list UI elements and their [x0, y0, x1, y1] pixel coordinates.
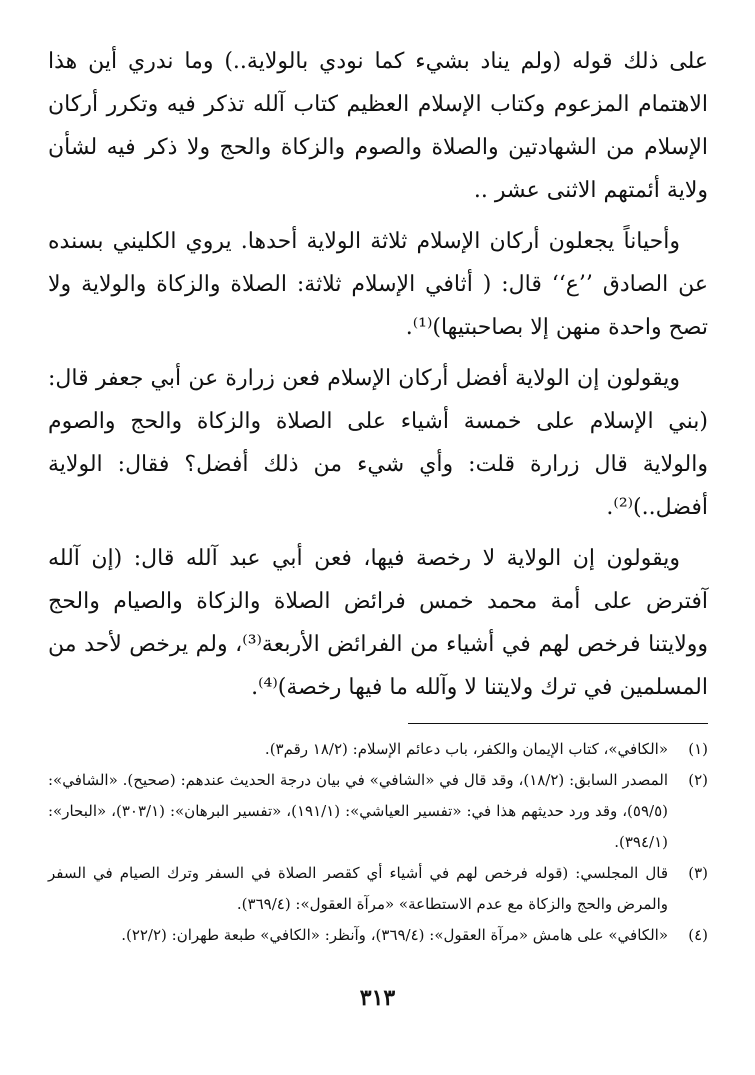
footnote-divider: [408, 723, 708, 724]
footnote-text: قال المجلسي: (قوله فرخص لهم في أشياء أي كقصر الصلاة في السفر وترك الصيام في السفر والمرض والحج والزكاة مع عدم الاستطاعة» «مرآة العقول»: (٣٦٩/٤).: [48, 864, 668, 913]
page-body: [48, 40, 708, 951]
footnote-2: [48, 765, 708, 858]
footnotes: [48, 734, 708, 951]
paragraph-1: على ذلك قوله (ولم يناد بشيء كما نودي بالولاية..) وما ندري أين هذا الاهتمام المزعوم وكتاب الإسلام العظيم كتاب آلله تذكر فيه وتكرر أركان الإسلام من الشهادتين والصلاة والصوم والزكاة والحج ولا ذكر فيه لشأن ولاية أئمتهم الاثنى عشر ..: [48, 49, 708, 203]
footnote-number: (١): [688, 740, 708, 758]
footnote-text: «الكافي» على هامش «مرآة العقول»: (٣٦٩/٤)، وآنظر: «الكافي» طبعة طهران: (٢٢/٢).: [121, 926, 668, 944]
footnote-number: (٢): [688, 771, 708, 789]
page-number: ٣١٣: [359, 985, 396, 1011]
paragraph-4: ويقولون إن الولاية لا رخصة فيها، فعن أبي عبد آلله قال: (إن آلله آفترض على أمة محمد خمس فرائض الصلاة والزكاة والصيام والحج وولايتنا فرخص لهم في أشياء من الفرائض الأربعة⁽³⁾، ولم يرخص لأحد من المسلمين في ترك ولايتنا لا وآلله ما فيها رخصة)⁽⁴⁾.: [48, 546, 709, 700]
paragraph-2: وأحياناً يجعلون أركان الإسلام ثلاثة الولاية أحدها. يروي الكليني بسنده عن الصادق ’’ع‘‘ قال: ( أثافي الإسلام ثلاثة: الصلاة والزكاة والولاية ولا تصح واحدة منهن إلا بصاحبتيها)⁽¹⁾.: [48, 229, 708, 340]
footnote-1: [48, 734, 708, 765]
footnote-4: [48, 920, 708, 951]
footnote-number: (٤): [688, 926, 708, 944]
footnote-number: (٣): [688, 864, 708, 882]
footnote-text: المصدر السابق: (١٨/٢)، وقد قال في «الشافي» في بيان درجة الحديث عندهم: (صحيح). «الشافي»: (٥٩/٥)، وقد ورد حديثهم هذا في: «تفسير العياشي»: (١٩١/١)، «تفسير البرهان»: (٣٠٣/١)، «البحار»: (٣٩٤/١).: [48, 771, 668, 851]
paragraph-3: ويقولون إن الولاية أفضل أركان الإسلام فعن زرارة عن أبي جعفر قال: (بني الإسلام على خمسة أشياء على الصلاة والزكاة والحج والصوم والولاية قال زرارة قلت: وأي شيء من ذلك أفضل؟ فقال: الولاية أفضل..)⁽²⁾.: [48, 366, 708, 520]
footnote-text: «الكافي»، كتاب الإيمان والكفر، باب دعائم الإسلام: (١٨/٢ رقم٣).: [264, 740, 668, 758]
footnote-3: [48, 858, 708, 920]
